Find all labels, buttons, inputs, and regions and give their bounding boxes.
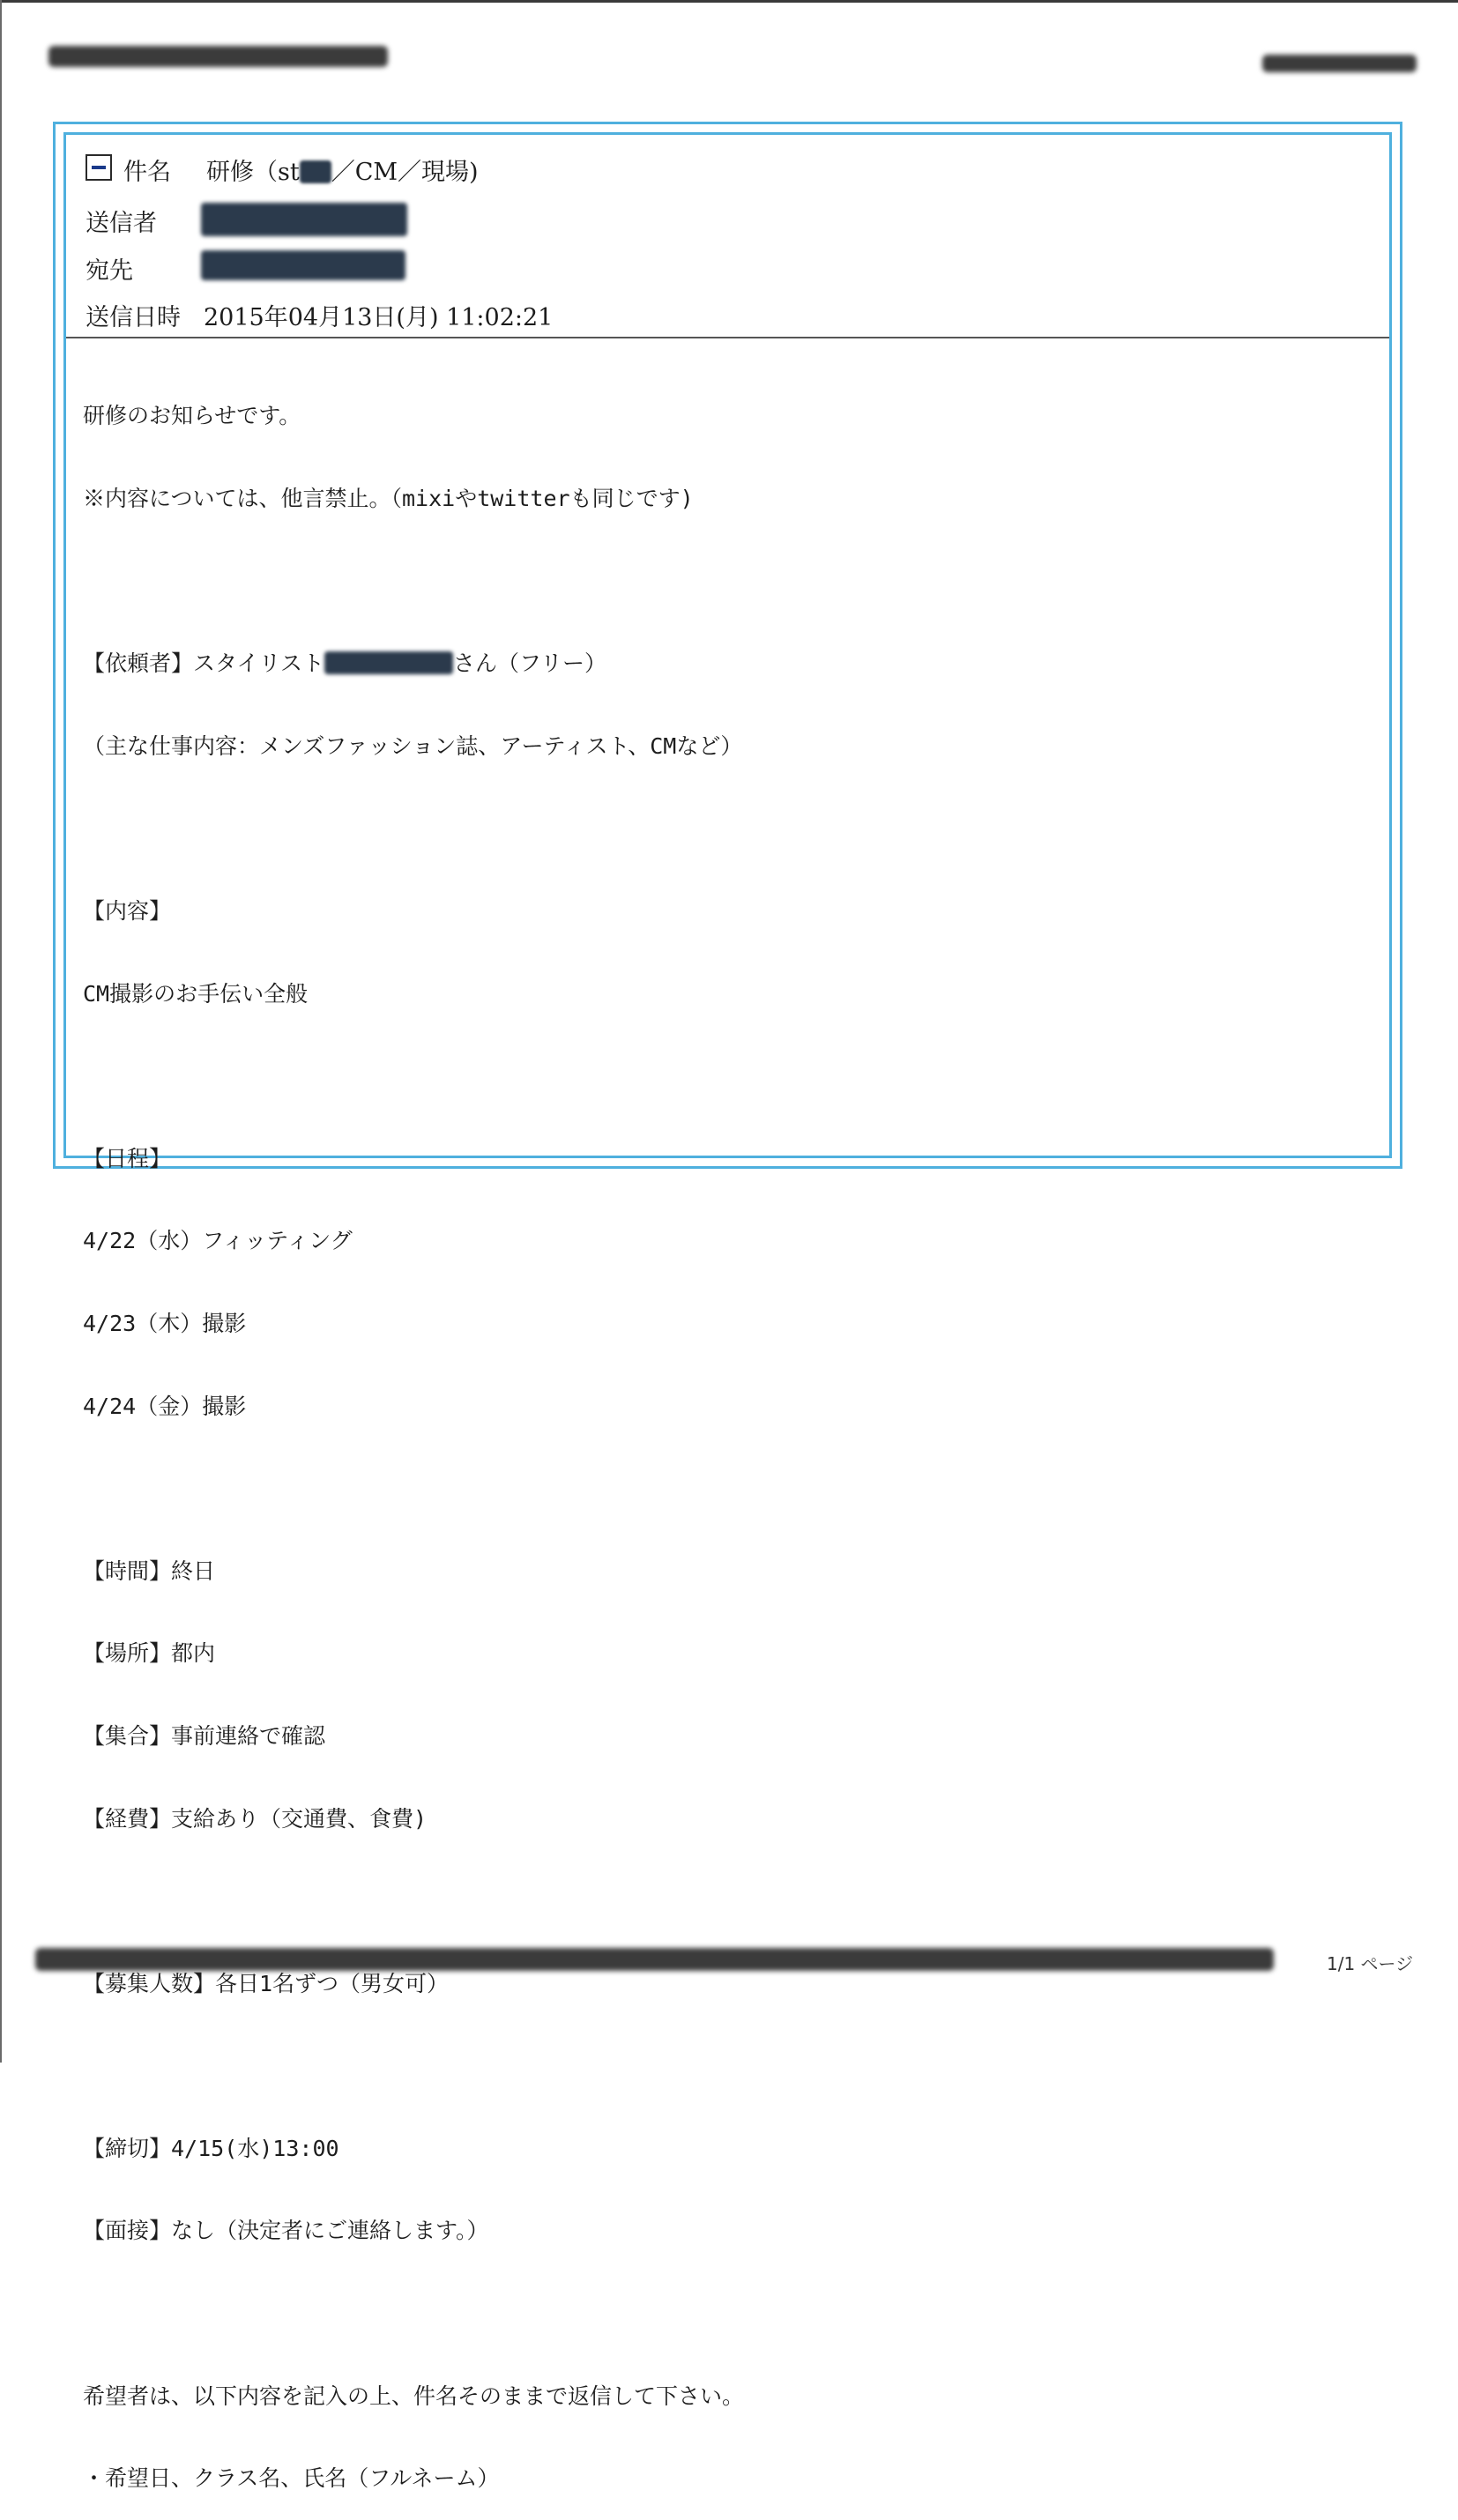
body-line: 【締切】4/15(水)13:00 [83,2135,339,2161]
header-divider [66,337,1389,338]
body-line: 【時間】終日 [83,1557,216,1584]
recipient-row [86,251,204,286]
blank-line [83,1475,1370,1502]
body-line: CM撮影のお手伝い全般 [83,980,309,1007]
blank-line [83,1062,1370,1089]
sender-row [86,204,204,238]
requester-suffix: さん（フリー） [453,650,607,677]
schedule-item: 4/22（水）フィッティング [83,1228,353,1254]
body-line: ※内容については、他言禁止。（mixiやtwitterも同じです) [83,486,694,511]
scan-edge [0,0,1458,3]
sent-date-value: 2015年04月13日(月) 11:02:21 [204,304,554,331]
body-line: 【場所】都内 [83,1640,216,1667]
body-line: 【内容】 [83,897,172,924]
sent-date-label: 送信日時 [86,304,181,331]
body-line: ・希望日、クラス名、氏名（フルネーム） [83,2465,500,2492]
page-count: 1/1 ページ [1327,1953,1414,1974]
body-line: 研修のお知らせです。 [83,403,301,429]
redacted-header-right [1262,55,1417,72]
mail-body [83,347,1370,2520]
subject-row [123,152,479,187]
body-line: 【募集人数】各日1名ずつ（男女可） [83,1970,450,1996]
body-line: 【経費】支給あり（交通費、食費) [83,1805,428,1832]
redacted-subject-part [300,160,331,183]
subject-value-prefix: 研修（st [206,159,300,186]
body-line: 【集合】事前連絡で確認 [83,1722,326,1749]
blank-line [83,1887,1370,1914]
redacted-stylist-name [324,651,453,674]
recipient-label: 宛先 [86,257,133,285]
body-line: 希望者は、以下内容を記入の上、件名そのままで返信して下さい。 [83,2382,745,2409]
schedule-item: 4/23（木）撮影 [83,1310,247,1336]
requester-line [83,650,1370,677]
redacted-footer [35,1948,1274,1971]
sender-label: 送信者 [86,210,157,237]
schedule-item: 4/24（金）撮影 [83,1393,247,1419]
body-line: 【日程】 [83,1145,172,1171]
scan-edge [0,0,2,2063]
blank-line [83,568,1370,595]
body-line: （主な仕事内容：メンズファッション誌、アーティスト、CMなど） [83,732,743,759]
blank-line [83,2052,1370,2079]
blank-line [83,2300,1370,2327]
sent-date-row [86,298,553,332]
minus-square-icon [92,166,106,169]
body-line: 【面接】なし（決定者にご連絡します。） [83,2218,489,2244]
redacted-sender [201,203,407,236]
blank-line [83,814,1370,842]
subject-value-suffix: ／CM／現場) [331,159,479,186]
collapse-icon[interactable] [86,154,112,181]
redacted-recipient [201,250,405,280]
requester-prefix: 【依頼者】スタイリスト [83,650,325,677]
redacted-header-left [48,46,388,67]
subject-label: 件名 [123,159,171,186]
